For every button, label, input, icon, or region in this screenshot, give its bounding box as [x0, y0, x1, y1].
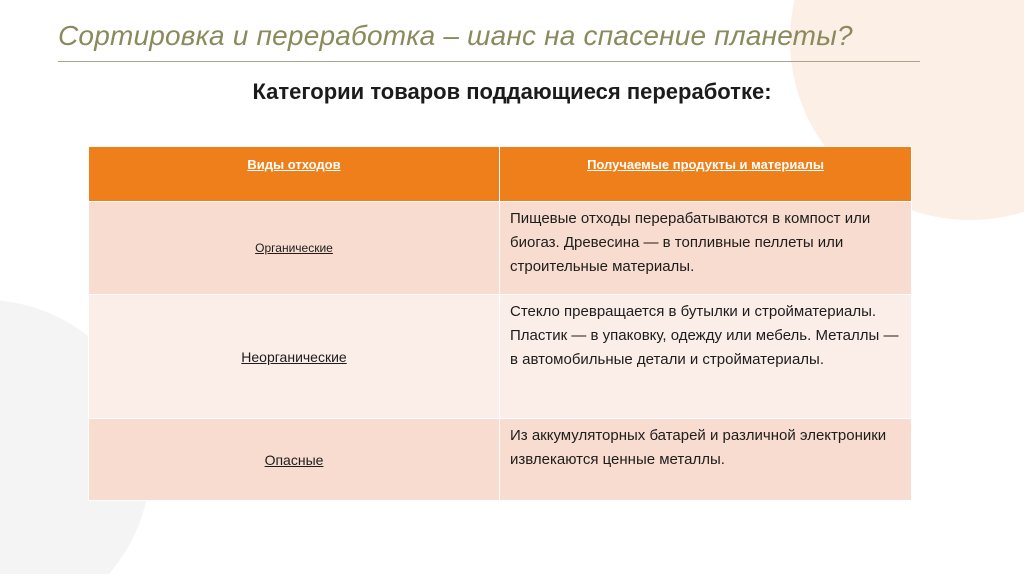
table-row — [89, 202, 912, 295]
category-inorganic: Неорганические — [89, 295, 500, 419]
recycling-table — [88, 146, 912, 501]
header-waste-types: Виды отходов — [89, 147, 500, 202]
table-header-row — [89, 147, 912, 202]
header-products: Получаемые продукты и материалы — [500, 147, 912, 202]
products-hazardous: Из аккумуляторных батарей и различной электроники извлекаются ценные металлы. — [500, 419, 912, 501]
category-hazardous: Опасные — [89, 419, 500, 501]
table-row — [89, 295, 912, 419]
slide-subtitle: Категории товаров поддающиеся переработке: — [252, 79, 772, 104]
table-row — [89, 419, 912, 501]
slide-title: Сортировка и переработка – шанс на спасение планеты? — [58, 20, 853, 51]
category-organic: Органические — [89, 202, 500, 295]
title-underline — [58, 61, 920, 62]
products-organic: Пищевые отходы перерабатываются в компост или биогаз. Древесина — в топливные пеллеты или строительные материалы. — [500, 202, 912, 295]
products-inorganic: Стекло превращается в бутылки и стройматериалы. Пластик — в упаковку, одежду или мебель. Металлы — в автомобильные детали и стройматериалы. — [500, 295, 912, 419]
